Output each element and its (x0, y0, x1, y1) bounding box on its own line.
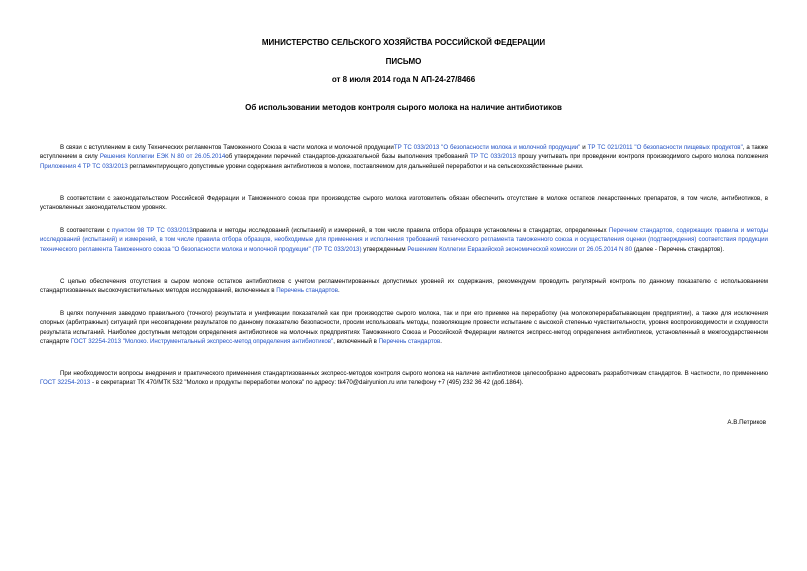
paragraph-3 (40, 226, 768, 254)
p1-text-2: и (580, 144, 588, 151)
link-gost-32254[interactable]: ГОСТ 32254-2013 "Молоко. Инструментальный экспресс-метод определения антибиотиков" (70, 337, 334, 345)
link-eec-decision-80[interactable]: Решения Коллегии ЕЭК N 80 от 26.05.2014 (99, 153, 226, 161)
link-tr-ts-033-short[interactable]: ТР ТС 033/2013 (470, 153, 517, 161)
document-type: ПИСЬМО (385, 57, 422, 66)
p1-text-4: об утверждении перечней стандартов-доказательной базы выполнения требований (225, 153, 471, 161)
p3-text-4: (далее - Перечень стандартов). (632, 245, 725, 253)
document-date-number: от 8 июля 2014 года N АП-24-27/8466 (331, 75, 476, 84)
link-standards-list-2[interactable]: Перечень стандартов (276, 287, 338, 295)
p2-text-1: В соответствии с законодательством Российской Федерации и Таможенного союза при производстве сырого молока изготовитель обязан обеспечить отсутствие в молоке остатков лекарственных препаратов, в том числе, антибиотиков, в установленных законодательством уровнях. (40, 195, 768, 212)
link-standards-list[interactable]: Перечнем стандартов, содержащих правила и методы исследований (испытаний) и измерений, в том числе правила отбора образцов, необходимые для применения и исполнения требований технического регламента таможенного союза и осуществления оценки (подтверждения) соответствия продукции технического регламента Таможенного союза "О безопасности молока и молочной продукции" (ТР ТС 033/2013) (40, 227, 769, 253)
ministry-title: МИНИСТЕРСТВО СЕЛЬСКОГО ХОЗЯЙСТВА РОССИЙСКОЙ ФЕДЕРАЦИИ (261, 38, 546, 47)
paragraph-6 (40, 369, 768, 388)
p3-text-2: правила и методы исследований (испытаний) и измерений, в том числе правила отбора образцов установлены в стандартах, определенных (192, 227, 609, 234)
p1-text-1: В связи с вступлением в силу Технических регламентов Таможенного Союза в части молока и молочной продукции (60, 144, 394, 151)
link-clause-98[interactable]: пунктом 98 ТР ТС 033/2013 (112, 227, 193, 234)
p1-text-5: прошу учитывать при проведении контроля производимого сырого молока положения (516, 153, 769, 161)
signature: А.В.Петриков (727, 419, 766, 426)
document-subject: Об использовании методов контроля сырого молока на наличие антибиотиков (245, 103, 562, 112)
paragraph-1 (40, 143, 768, 171)
p6-text-2: - в секретариат ТК 470/МТК 532 "Молоко и продукты переработки молока" по адресу: tk470@dairyunion.ru или телефону +7 (495) 232 36 42 (доб.1864). (90, 379, 524, 387)
link-gost-32254-short[interactable]: ГОСТ 32254-2013 (40, 379, 91, 387)
p6-text-1: При необходимости вопросы внедрения и практического применения стандартизованных экспресс-методов контроля сырого молока на наличие антибиотиков целесообразно адресовать разработчикам стандартов. В частности, по применению (60, 370, 768, 377)
p5-text-1: В целях получения заведомо правильного (точного) результата и унификации показателей как при производстве сырого молока, так и при его приемке на переработку (на молокоперерабатывающем предприятии), а также для исключения спорных (арбитражных) ситуаций при несовпадении результатов по данному показателю безопасности, просим использовать методы, позволяющие провести испытание с высокой степенью чувствительности, уровня воспроизводимости и сходимости результата испытаний. Наиболее доступным методом определения антибиотиков на молочных предприятиях Таможенного Союза и Российской Федерации является экспресс-метод определения антибиотиков, установленный в межгосударственном стандарте (40, 310, 768, 345)
paragraph-4 (40, 277, 768, 296)
link-tr-ts-033[interactable]: ТР ТС 033/2013 "О безопасности молока и молочной продукции" (393, 144, 581, 151)
link-eec-decision[interactable]: Решением Коллегии Евразийской экономической комиссии от 26.05.2014 N 80 (407, 245, 633, 253)
p1-text-3: , а также вступлением в силу (40, 144, 769, 161)
link-tr-ts-021[interactable]: ТР ТС 021/2011 "О безопасности пищевых продуктов" (587, 144, 743, 151)
p4-text-1: С целью обеспечения отсутствия в сыром молоке остатков антибиотиков с учетом регламентированных допустимых уровней их содержания, рекомендуем проводить регулярный контроль по данному показателю с использованием стандартизованных высокочувствительных методов исследований, включенных в (40, 278, 768, 295)
link-appendix-4[interactable]: Приложения 4 ТР ТС 033/2013 (40, 162, 128, 170)
p5-text-2: , включенный в (333, 337, 379, 345)
p5-text-3: . (440, 337, 443, 345)
p1-text-6: регламентирующего допустимые уровни содержания антибиотиков в молоке, поставляемом для дальнейшей переработки и на сельскохозяйственные рынки. (127, 162, 584, 170)
link-standards-list-3[interactable]: Перечень стандартов (378, 337, 441, 345)
p3-text-1: В соответствии с (60, 227, 113, 234)
paragraph-5 (40, 309, 768, 346)
paragraph-2 (40, 194, 768, 213)
p3-text-3: утвержденным (361, 245, 408, 253)
p4-text-2: . (337, 287, 340, 295)
